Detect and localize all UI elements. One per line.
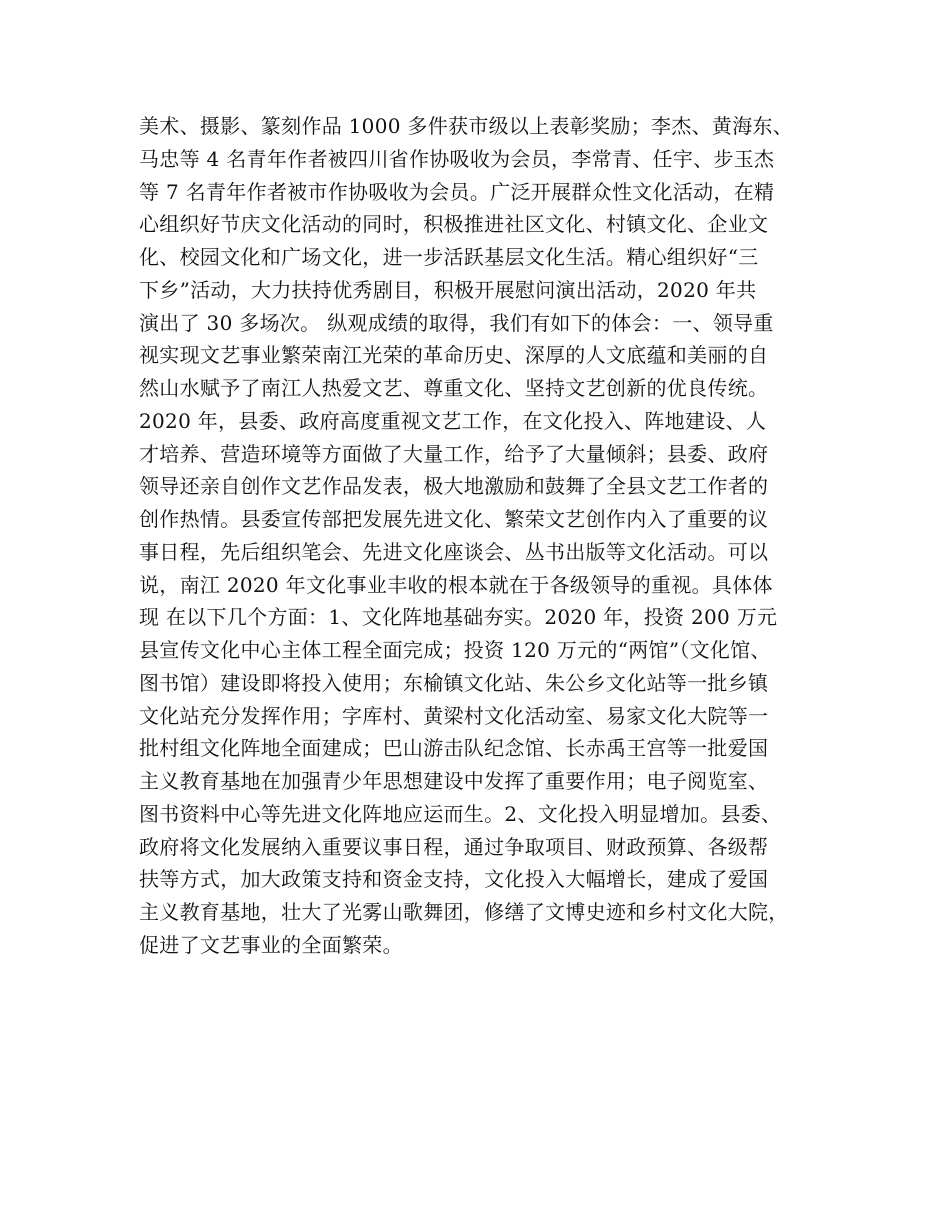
text-line: 心组织好节庆文化活动的同时，积极推进社区文化、村镇文化、企业文 [139, 212, 769, 237]
text-line: 政府将文化发展纳入重要议事日程，通过争取项目、财政预算、各级帮 [139, 834, 769, 859]
text-line: 演出了 30 多场次。 纵观成绩的取得，我们有如下的体会：一、领导重 [139, 310, 774, 335]
text-line: 化、校园文化和广场文化，进一步活跃基层文化生活。精心组织好“三 [139, 245, 759, 269]
text-line: 主义教育基地在加强青少年思想建设中发挥了重要作用；电子阅览室、 [139, 769, 769, 793]
text-line: 领导还亲自创作文艺作品发表，极大地激励和鼓舞了全县文艺工作者的 [139, 474, 769, 499]
text-line: 等 7 名青年作者被市作协吸收为会员。广泛开展群众性文化活动，在精 [139, 179, 775, 204]
text-line: 视实现文艺事业繁荣南江光荣的革命历史、深厚的人文底蕴和美丽的自 [139, 343, 769, 368]
body-paragraph [139, 110, 839, 962]
text-line: 然山水赋予了南江人热爱文艺、尊重文化、坚持文艺创新的优良传统。 [139, 376, 769, 400]
text-line: 美术、摄影、篆刻作品 1000 多件获市级以上表彰奖励；李杰、黄海东、 [139, 114, 794, 138]
text-line: 创作热情。县委宣传部把发展先进文化、繁荣文艺创作内入了重要的议 [139, 507, 769, 531]
text-line: 促进了文艺事业的全面繁荣。 [139, 932, 403, 957]
text-line: 批村组文化阵地全面建成；巴山游击队纪念馆、长赤禹王宫等一批爱国 [139, 736, 769, 761]
text-line: 县宣传文化中心主体工程全面完成；投资 120 万元的“两馆”（文化馆、 [139, 638, 771, 662]
text-line: 2020 年，县委、政府高度重视文艺工作，在文化投入、阵地建设、人 [139, 408, 767, 433]
text-line: 才培养、营造环境等方面做了大量工作，给予了大量倾斜；县委、政府 [139, 441, 769, 466]
text-line: 图书馆）建设即将投入使用；东榆镇文化站、朱公乡文化站等一批乡镇 [139, 670, 769, 695]
text-line: 说，南江 2020 年文化事业丰收的根本就在于各级领导的重视。具体体 [139, 572, 773, 597]
text-line: 图书资料中心等先进文化阵地应运而生。2、文化投入明显增加。县委、 [139, 801, 782, 826]
text-line: 扶等方式，加大政策支持和资金支持，文化投入大幅增长，建成了爱国 [139, 867, 769, 892]
text-line: 马忠等 4 名青年作者被四川省作协吸收为会员，李常青、任宇、步玉杰 [139, 146, 775, 171]
text-line: 主义教育基地，壮大了光雾山歌舞团，修缮了文博史迹和乡村文化大院， [139, 900, 789, 924]
text-line: 文化站充分发挥作用；字库村、黄梁村文化活动室、易家文化大院等一 [139, 703, 769, 728]
text-line: 下乡”活动，大力扶持优秀剧目，积极开展慰问演出活动，2020 年共 [139, 277, 757, 302]
text-line: 现 在以下几个方面：1、文化阵地基础夯实。2020 年，投资 200 万元 [139, 605, 778, 630]
text-line: 事日程，先后组织笔会、先进文化座谈会、丛书出版等文化活动。可以 [139, 539, 769, 564]
